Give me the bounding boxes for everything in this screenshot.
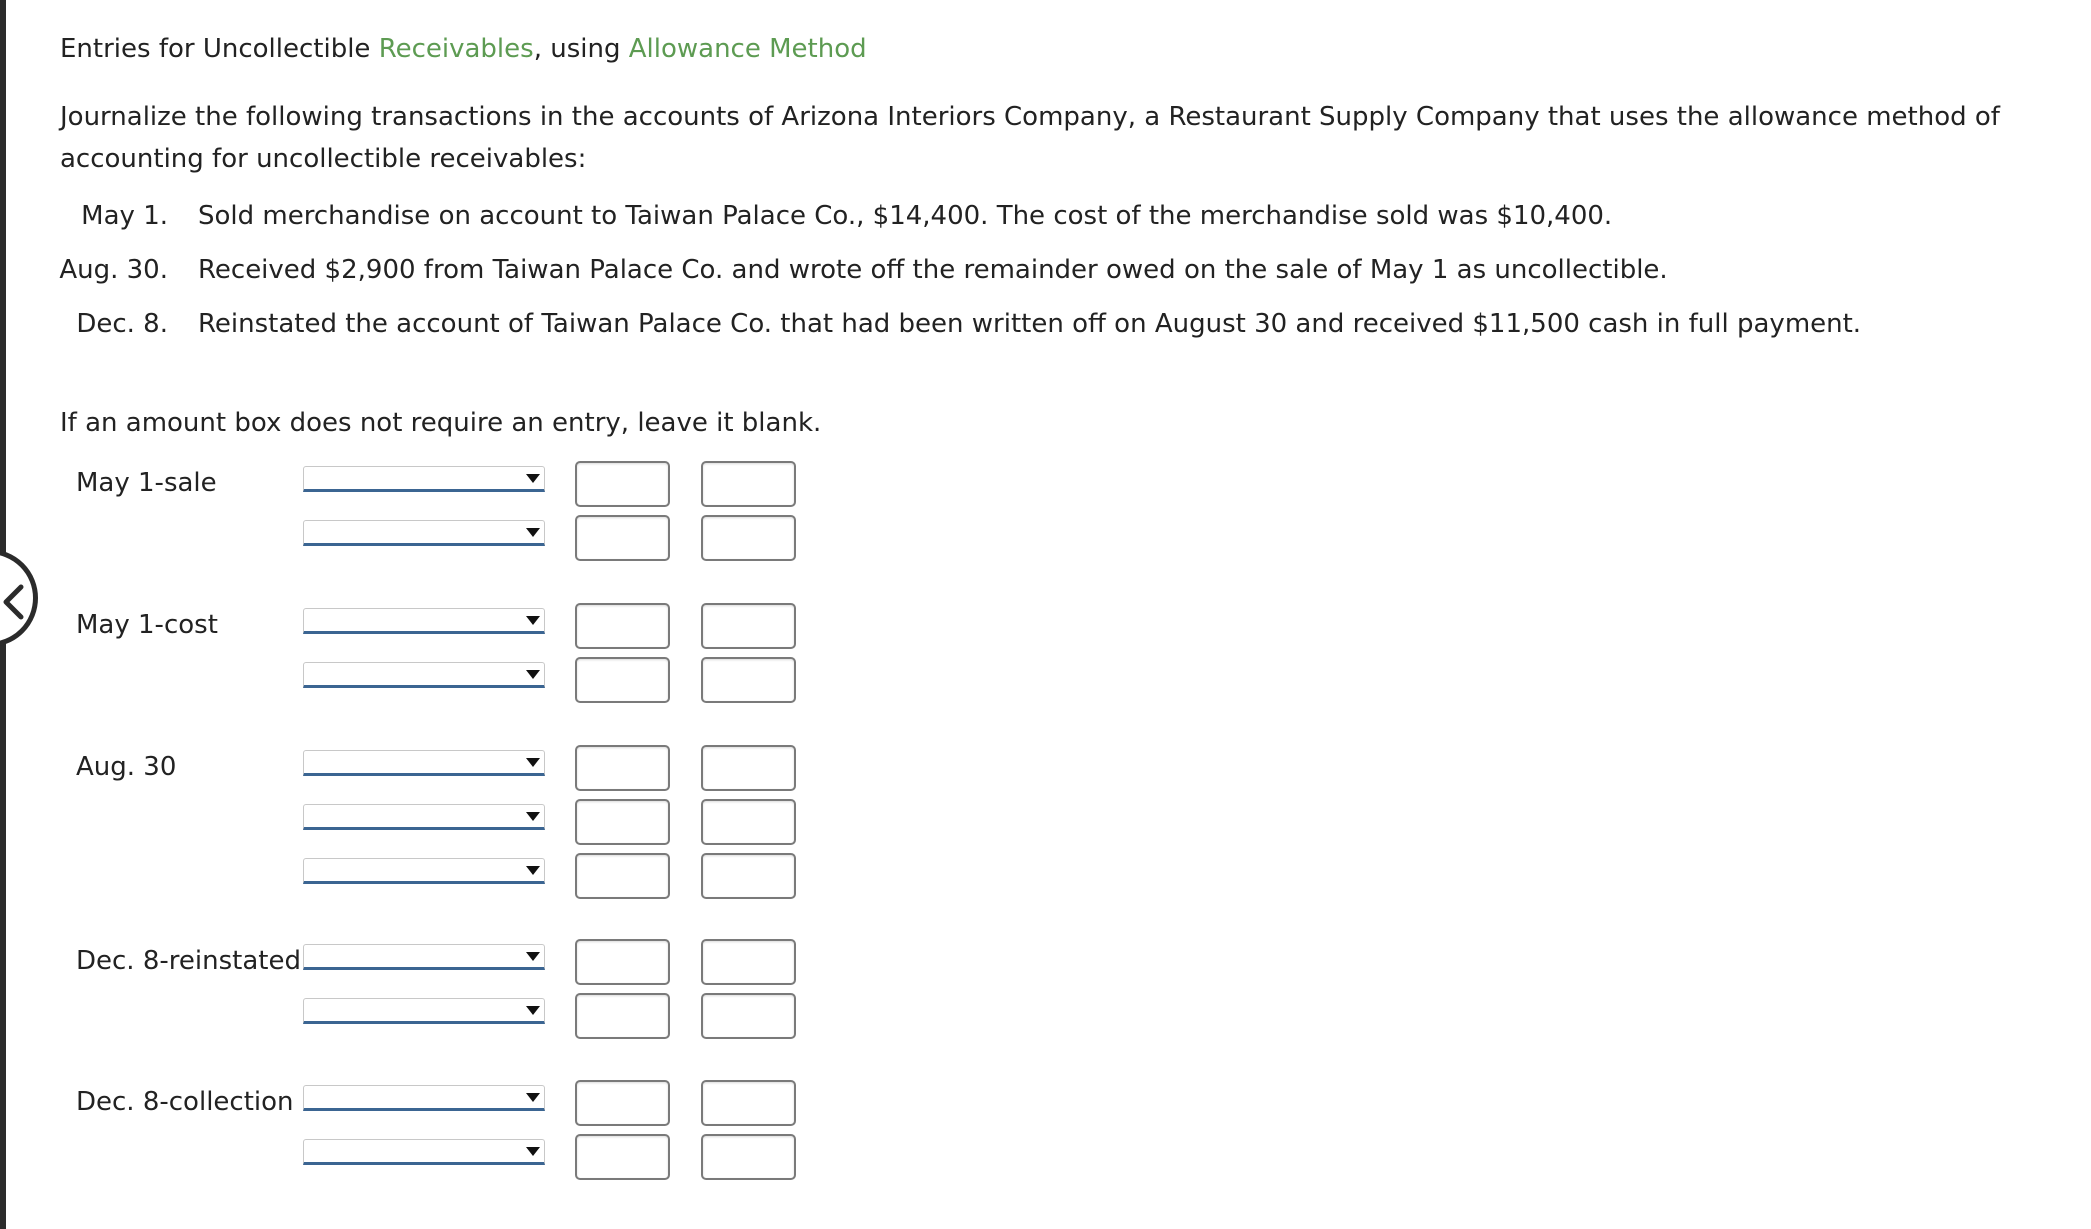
dropdown-arrow-icon: [526, 670, 540, 679]
debit-input[interactable]: [575, 939, 670, 985]
debit-input[interactable]: [575, 515, 670, 561]
credit-input[interactable]: [701, 993, 796, 1039]
account-select[interactable]: [303, 662, 545, 688]
chevron-left-icon: [1, 584, 25, 620]
entry-label-may1-cost: May 1-cost: [76, 610, 218, 640]
credit-input[interactable]: [701, 461, 796, 507]
account-select[interactable]: [303, 1139, 545, 1165]
credit-input[interactable]: [701, 515, 796, 561]
account-select[interactable]: [303, 804, 545, 830]
entry-label-aug30: Aug. 30: [76, 752, 177, 782]
credit-input[interactable]: [701, 799, 796, 845]
intro-paragraph: Journalize the following transactions in the accounts of Arizona Interiors Company, a Restaurant Supply Company that uses the allowance method of accounting for uncollectible receivables:: [60, 102, 2000, 174]
dropdown-arrow-icon: [526, 952, 540, 961]
credit-input[interactable]: [701, 603, 796, 649]
account-select[interactable]: [303, 750, 545, 776]
dropdown-arrow-icon: [526, 758, 540, 767]
transaction-description: Received $2,900 from Taiwan Palace Co. and wrote off the remainder owed on the sale of May 1 as uncollectible.: [198, 255, 1668, 285]
allowance-method-link[interactable]: Allowance Method: [628, 34, 867, 64]
transaction-description: Reinstated the account of Taiwan Palace Co. that had been written off on August 30 and received $11,500 cash in full payment.: [198, 309, 1862, 339]
debit-input[interactable]: [575, 1080, 670, 1126]
debit-input[interactable]: [575, 657, 670, 703]
title-prefix: Entries for Uncollectible: [60, 34, 379, 64]
account-select[interactable]: [303, 466, 545, 492]
dropdown-arrow-icon: [526, 1147, 540, 1156]
transaction-date: Dec. 8.: [76, 309, 168, 339]
dropdown-arrow-icon: [526, 474, 540, 483]
transaction-date: May 1.: [81, 201, 168, 231]
account-select[interactable]: [303, 944, 545, 970]
transaction-date: Aug. 30.: [59, 255, 168, 285]
receivables-link[interactable]: Receivables: [378, 34, 534, 64]
dropdown-arrow-icon: [526, 1093, 540, 1102]
credit-input[interactable]: [701, 853, 796, 899]
account-select[interactable]: [303, 998, 545, 1024]
title-middle: , using: [533, 34, 629, 64]
page-title: [60, 34, 867, 64]
debit-input[interactable]: [575, 745, 670, 791]
credit-input[interactable]: [701, 1080, 796, 1126]
account-select[interactable]: [303, 608, 545, 634]
credit-input[interactable]: [701, 745, 796, 791]
dropdown-arrow-icon: [526, 812, 540, 821]
dropdown-arrow-icon: [526, 616, 540, 625]
debit-input[interactable]: [575, 461, 670, 507]
credit-input[interactable]: [701, 657, 796, 703]
transaction-description: Sold merchandise on account to Taiwan Palace Co., $14,400. The cost of the merchandise sold was $10,400.: [198, 201, 1613, 231]
debit-input[interactable]: [575, 993, 670, 1039]
account-select[interactable]: [303, 858, 545, 884]
credit-input[interactable]: [701, 1134, 796, 1180]
dropdown-arrow-icon: [526, 528, 540, 537]
account-select[interactable]: [303, 520, 545, 546]
dropdown-arrow-icon: [526, 1006, 540, 1015]
instruction-text: If an amount box does not require an entry, leave it blank.: [60, 408, 822, 438]
debit-input[interactable]: [575, 799, 670, 845]
debit-input[interactable]: [575, 853, 670, 899]
debit-input[interactable]: [575, 1134, 670, 1180]
account-select[interactable]: [303, 1085, 545, 1111]
debit-input[interactable]: [575, 603, 670, 649]
entry-label-dec8-collection: Dec. 8-collection: [76, 1087, 294, 1117]
collapse-panel-button[interactable]: [0, 549, 38, 647]
dropdown-arrow-icon: [526, 866, 540, 875]
credit-input[interactable]: [701, 939, 796, 985]
entry-label-dec8-reinstated: Dec. 8-reinstated: [76, 946, 301, 976]
entry-label-may1-sale: May 1-sale: [76, 468, 217, 498]
